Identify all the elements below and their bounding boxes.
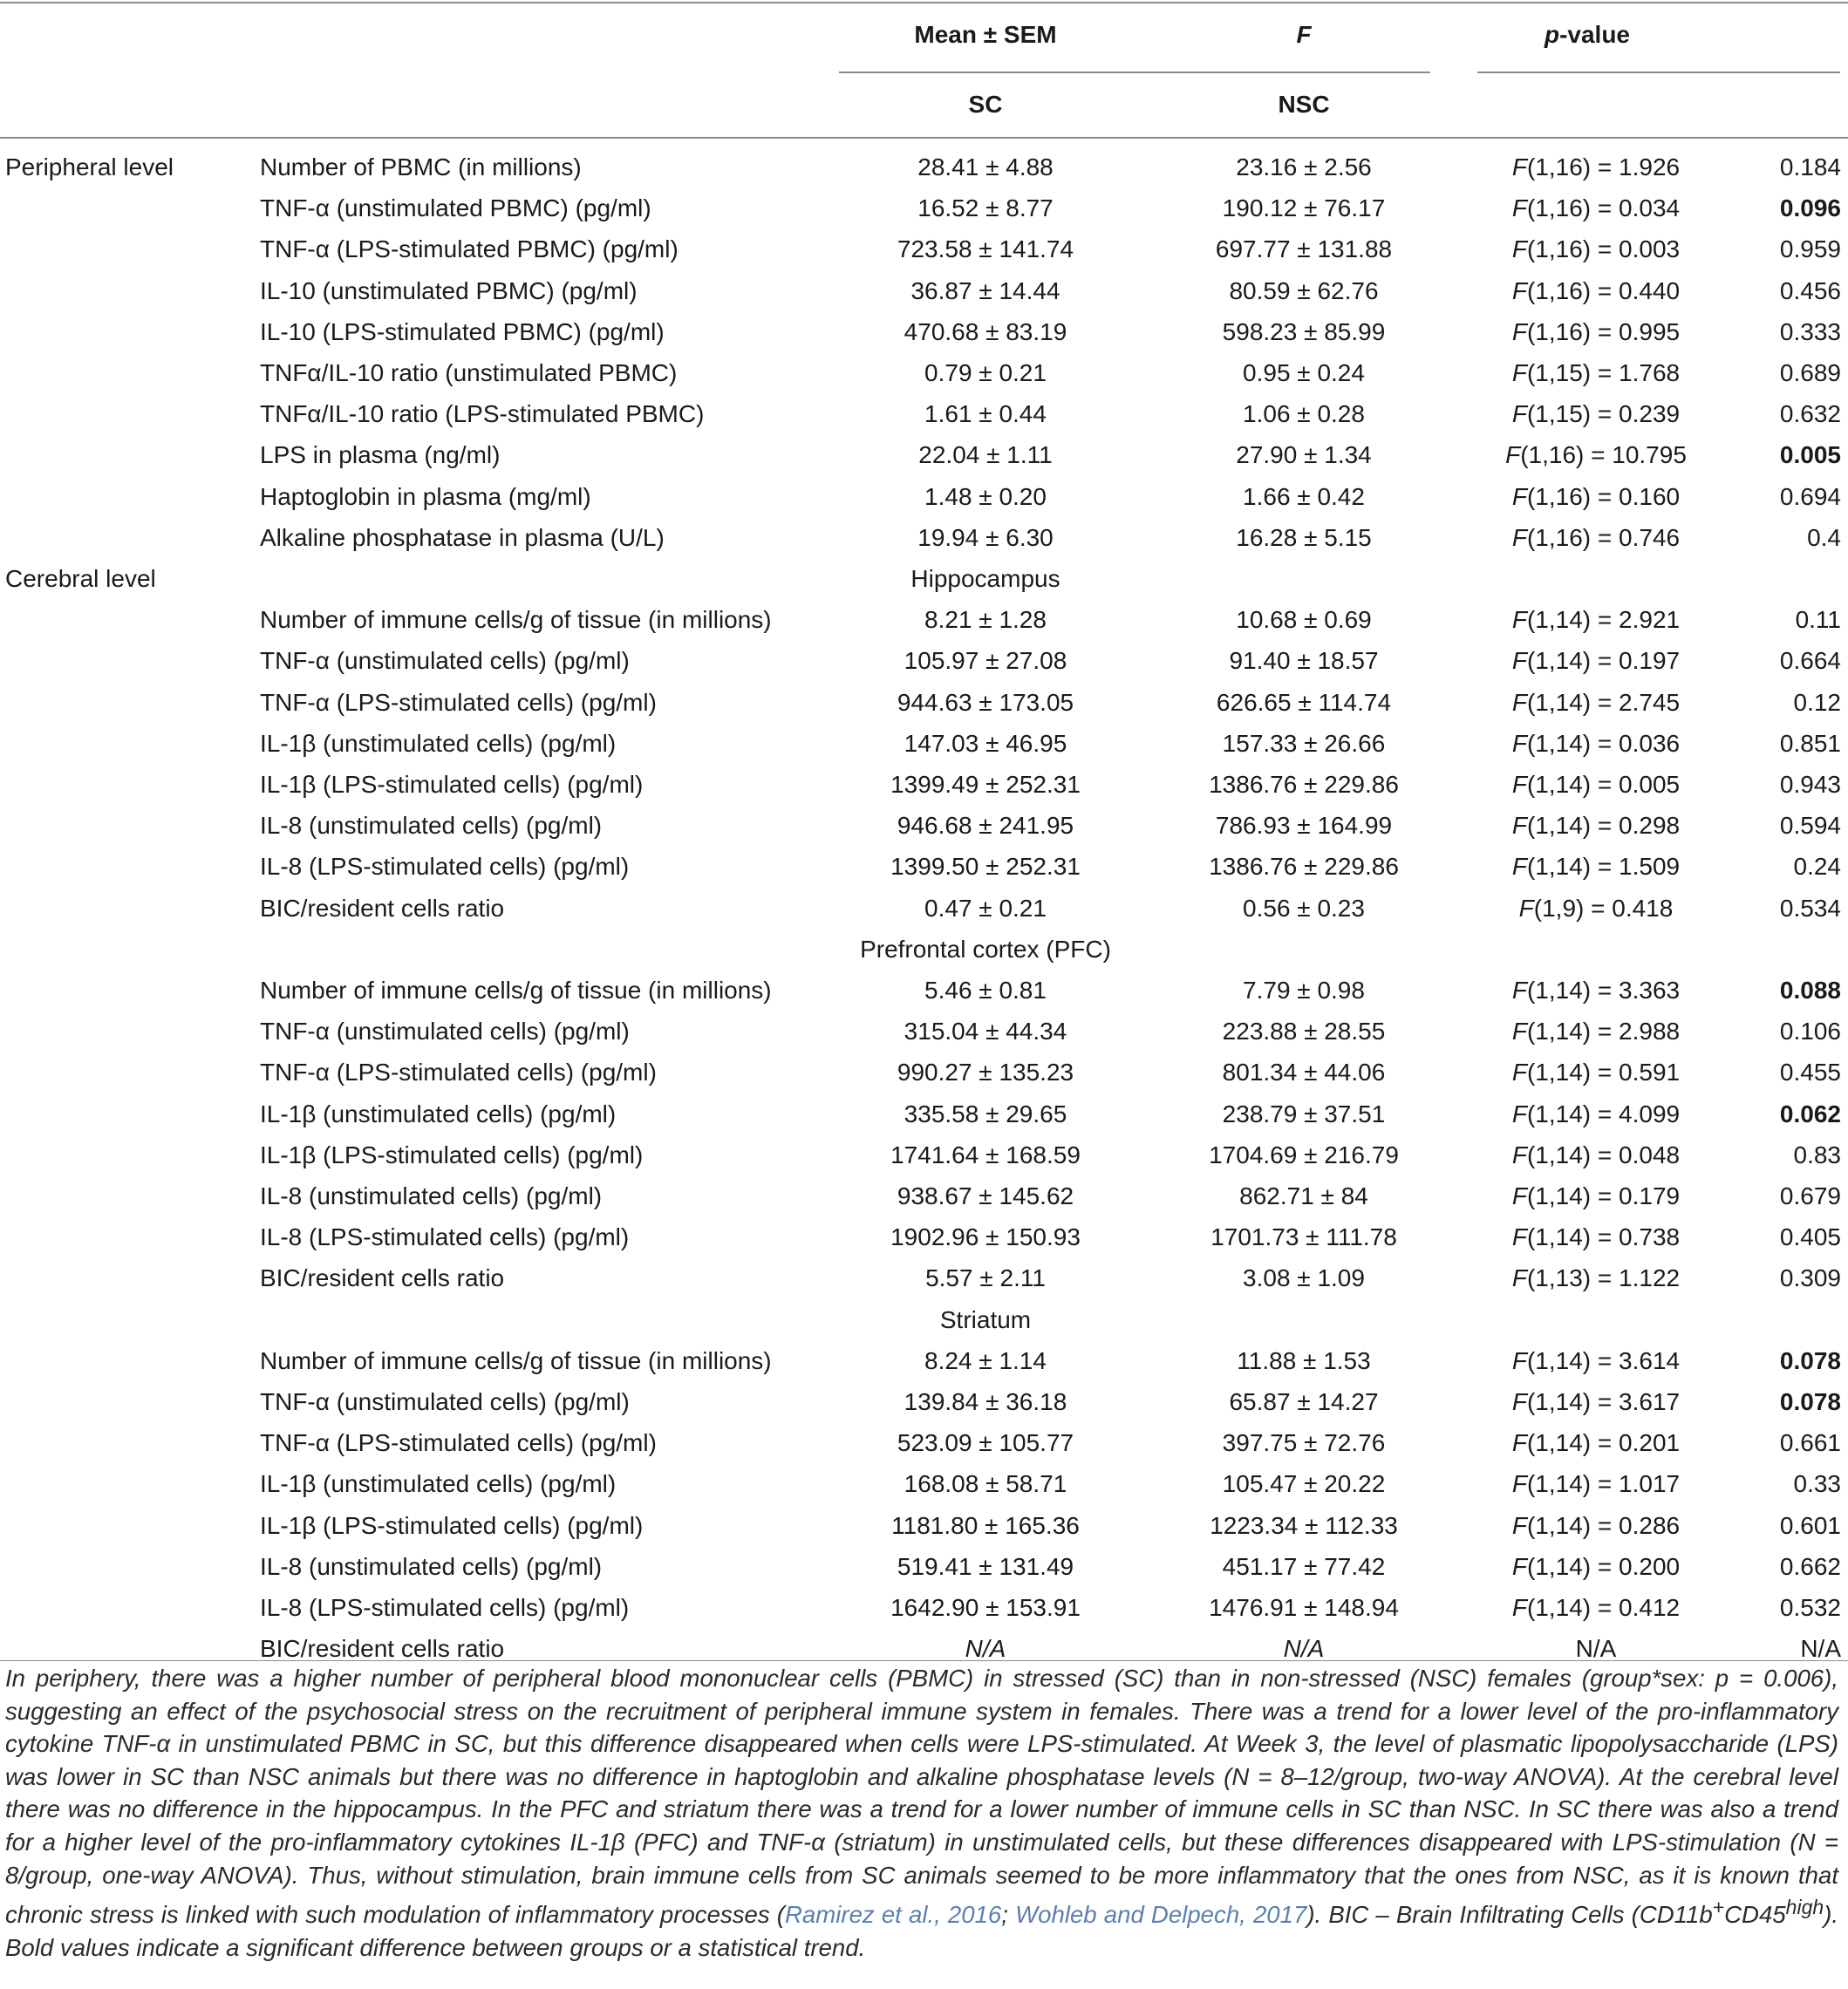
table-row: [0, 476, 1848, 517]
row-nsc-value: 7.79 ± 0.98: [1243, 977, 1365, 1004]
table-row: [0, 764, 1848, 805]
row-f-letter: F: [1518, 894, 1534, 922]
row-nsc-value: 3.08 ± 1.09: [1243, 1264, 1365, 1292]
row-f-args: (1,14) = 0.005: [1526, 771, 1681, 798]
row-label: TNF-α (unstimulated cells) (pg/ml): [260, 1018, 630, 1046]
row-f-letter: F: [1511, 194, 1527, 222]
row-f-args: (1,14) = 3.614: [1526, 1346, 1681, 1374]
row-p-value: 0.062: [1779, 1100, 1841, 1127]
row-label: IL-8 (unstimulated cells) (pg/ml): [260, 1552, 603, 1580]
row-f-letter: F: [1511, 812, 1527, 840]
row-f-letter: F: [1511, 1223, 1527, 1251]
table-row: [0, 1381, 1848, 1422]
row-nsc-value: 1701.73 ± 111.78: [1210, 1223, 1397, 1251]
table-row: [0, 723, 1848, 764]
row-sc-value: 16.52 ± 8.77: [917, 194, 1054, 222]
row-label: IL-1β (unstimulated cells) (pg/ml): [260, 1100, 617, 1127]
row-p-value: 0.33: [1793, 1470, 1841, 1498]
row-f-stat: [1474, 1381, 1718, 1422]
row-label: IL-10 (unstimulated PBMC) (pg/ml): [260, 276, 638, 304]
row-label: IL-8 (unstimulated cells) (pg/ml): [260, 812, 603, 840]
row-nsc-value: 801.34 ± 44.06: [1222, 1059, 1386, 1086]
row-p-value: 0.096: [1779, 194, 1841, 222]
row-f-stat: [1474, 1093, 1718, 1134]
caption-sup-high: high: [1785, 1896, 1824, 1919]
row-label: IL-8 (unstimulated cells) (pg/ml): [260, 1182, 603, 1209]
table-row: [0, 1463, 1848, 1504]
row-label: IL-1β (unstimulated cells) (pg/ml): [260, 729, 617, 757]
row-sc-value: 28.41 ± 4.88: [917, 153, 1054, 181]
row-nsc-value: 1704.69 ± 216.79: [1209, 1141, 1399, 1168]
row-nsc-value: 105.47 ± 20.22: [1222, 1470, 1386, 1498]
row-f-stat: [1474, 846, 1718, 887]
row-f-stat: N/A: [1575, 1635, 1617, 1663]
row-subheader: Prefrontal cortex (PFC): [860, 935, 1111, 963]
table-row: [0, 517, 1848, 558]
row-p-value: 0.088: [1779, 977, 1841, 1004]
row-sc-value: 105.97 ± 27.08: [904, 647, 1067, 675]
row-f-stat: [1474, 352, 1718, 393]
row-label: TNF-α (LPS-stimulated cells) (pg/ml): [260, 1059, 657, 1086]
row-f-stat: [1474, 1175, 1718, 1216]
row-f-args: (1,15) = 1.768: [1526, 359, 1681, 386]
row-f-stat: [1474, 805, 1718, 846]
row-sc-value: 1.48 ± 0.20: [924, 482, 1047, 510]
row-nsc-value: 80.59 ± 62.76: [1229, 276, 1379, 304]
row-f-args: (1,14) = 2.921: [1526, 606, 1681, 634]
table-row: [0, 434, 1848, 475]
row-p-value: 0.333: [1779, 317, 1841, 345]
row-label: IL-8 (LPS-stimulated cells) (pg/ml): [260, 853, 630, 881]
row-f-letter: F: [1511, 1388, 1527, 1415]
row-nsc-value: 65.87 ± 14.27: [1229, 1388, 1379, 1415]
row-sc-value: 168.08 ± 58.71: [904, 1470, 1067, 1498]
row-label: TNF-α (LPS-stimulated cells) (pg/ml): [260, 688, 657, 716]
caption-ref-wohleb[interactable]: Wohleb and Delpech, 2017: [1015, 1901, 1307, 1929]
row-sc-value: 0.47 ± 0.21: [924, 894, 1047, 922]
row-sc-value: 22.04 ± 1.11: [918, 441, 1053, 469]
row-p-value: 0.532: [1779, 1594, 1841, 1621]
caption-sep: ;: [1001, 1901, 1016, 1929]
row-f-stat: [1474, 1463, 1718, 1504]
row-label: IL-10 (LPS-stimulated PBMC) (pg/ml): [260, 317, 665, 345]
row-sc-value: 1642.90 ± 153.91: [890, 1594, 1081, 1621]
row-subheader: Hippocampus: [910, 565, 1060, 592]
caption-part2: ). BIC – Brain Infiltrating Cells (CD11b: [1306, 1901, 1713, 1929]
table-row: [0, 970, 1848, 1011]
row-f-letter: F: [1511, 853, 1527, 881]
row-f-letter: F: [1511, 1511, 1527, 1539]
row-p-value: 0.4: [1807, 523, 1841, 551]
row-label: IL-8 (LPS-stimulated cells) (pg/ml): [260, 1223, 630, 1251]
row-p-value: 0.662: [1779, 1552, 1841, 1580]
caption-part4: ). Bold values indicate a significant difference between groups or a statistical trend.: [5, 1901, 1839, 1961]
row-f-letter: F: [1511, 1059, 1527, 1086]
row-f-letter: F: [1511, 729, 1527, 757]
row-nsc-value: 27.90 ± 1.34: [1236, 441, 1372, 469]
row-f-letter: F: [1511, 1594, 1527, 1621]
caption-part1: In periphery, there was a higher number of peripheral blood mononuclear cells (PBMC) in stressed (SC) than in non-stressed (NSC) females (group*sex: p = 0.006), suggesting an effect of the psychosocial stress on the recruitment of peripheral immune system in females. There was a trend for a lower level of the pro-inflammatory cytokine TNF-α in unstimulated PBMC in SC, but this difference disappeared when cells were LPS-stimulated. At Week 3, the level of plasmatic lipopolysaccharide (LPS) was lower in SC than NSC animals but there was no difference in haptoglobin and alkaline phosphatase levels (N = 8–12/group, two-way ANOVA). At the cerebral level there was no difference in the hippocampus. In the PFC and striatum there was a trend for a lower number of immune cells in SC than NSC. In SC there was also a trend for a higher level of the pro-inflammatory cytokines IL-1β (PFC) and TNF-α (striatum) in unstimulated cells, but these differences disappeared with LPS-stimulation (N = 8/group, one-way ANOVA). Thus, without stimulation, brain immune cells from SC animals seemed to be more inflammatory that the ones from NSC, as it is known that chronic stress is linked with such modulation of inflammatory processes (: [5, 1665, 1838, 1929]
table-row: [0, 1505, 1848, 1546]
row-f-stat: [1474, 1216, 1718, 1257]
row-f-args: (1,16) = 1.926: [1526, 153, 1681, 181]
row-nsc-value: 1476.91 ± 148.94: [1209, 1594, 1399, 1621]
row-nsc-value: 697.77 ± 131.88: [1215, 235, 1393, 263]
row-f-stat: [1474, 228, 1718, 269]
row-f-letter: F: [1511, 977, 1527, 1004]
row-nsc-value: 10.68 ± 0.69: [1236, 606, 1372, 634]
row-f-stat: [1474, 970, 1718, 1011]
row-f-stat: [1474, 1134, 1718, 1175]
row-f-stat: [1474, 640, 1718, 681]
table-row: [0, 1587, 1848, 1628]
row-f-letter: F: [1511, 606, 1527, 634]
row-p-value: 0.959: [1779, 235, 1841, 263]
row-f-args: (1,14) = 0.286: [1526, 1511, 1681, 1539]
row-nsc-value: 23.16 ± 2.56: [1236, 153, 1372, 181]
row-label: BIC/resident cells ratio: [260, 1264, 505, 1292]
row-f-letter: F: [1511, 235, 1527, 263]
table-row: [0, 1216, 1848, 1257]
row-sc-value: 8.21 ± 1.28: [924, 606, 1047, 634]
row-f-stat: [1474, 764, 1718, 805]
row-p-value: 0.078: [1779, 1346, 1841, 1374]
row-p-value: 0.664: [1779, 647, 1841, 675]
row-f-letter: F: [1511, 1346, 1527, 1374]
row-sc-value: 36.87 ± 14.44: [910, 276, 1060, 304]
row-f-args: (1,14) = 0.298: [1526, 812, 1681, 840]
row-p-value: 0.078: [1779, 1388, 1841, 1415]
row-sc-value: 335.58 ± 29.65: [904, 1100, 1067, 1127]
row-label: Number of immune cells/g of tissue (in millions): [260, 977, 772, 1004]
table-bottom-rule: [0, 1660, 1848, 1661]
row-sc-value: 147.03 ± 46.95: [904, 729, 1067, 757]
row-p-value: N/A: [1800, 1635, 1841, 1663]
row-f-letter: F: [1511, 1141, 1527, 1168]
row-f-args: (1,14) = 0.048: [1526, 1141, 1681, 1168]
header-p-rest: -value: [1559, 21, 1631, 48]
row-f-letter: F: [1511, 1429, 1527, 1457]
row-f-stat: [1474, 146, 1718, 187]
row-f-args: (1,14) = 0.738: [1526, 1223, 1681, 1251]
row-sc-value: N/A: [965, 1635, 1006, 1663]
row-f-args: (1,15) = 0.239: [1526, 400, 1681, 428]
row-f-letter: F: [1511, 276, 1527, 304]
row-f-stat: [1474, 888, 1718, 929]
row-nsc-value: 862.71 ± 84: [1239, 1182, 1368, 1209]
table-subheader-row: [0, 929, 1848, 970]
row-f-stat: [1474, 1587, 1718, 1628]
row-f-stat: [1474, 517, 1718, 558]
header-mean-sem: Mean ± SEM: [914, 21, 1057, 48]
row-label: IL-1β (LPS-stimulated cells) (pg/ml): [260, 771, 644, 798]
row-nsc-value: 598.23 ± 85.99: [1222, 317, 1386, 345]
header-nsc: NSC: [1278, 91, 1330, 118]
row-label: TNF-α (unstimulated cells) (pg/ml): [260, 1388, 630, 1415]
row-f-args: (1,16) = 10.795: [1520, 441, 1687, 469]
row-f-stat: [1474, 187, 1718, 228]
row-sc-value: 1.61 ± 0.44: [924, 400, 1047, 428]
row-f-stat: [1474, 1505, 1718, 1546]
caption-sup-plus: +: [1712, 1896, 1725, 1919]
header-bottom-rule: [0, 137, 1848, 139]
row-label: Haptoglobin in plasma (mg/ml): [260, 482, 591, 510]
row-p-value: 0.005: [1779, 441, 1841, 469]
row-section: Cerebral level: [5, 565, 156, 592]
row-f-letter: F: [1511, 482, 1527, 510]
row-f-stat: [1474, 270, 1718, 311]
row-sc-value: 0.79 ± 0.21: [924, 359, 1047, 386]
row-sc-value: 1181.80 ± 165.36: [891, 1511, 1080, 1539]
row-f-args: (1,14) = 4.099: [1526, 1100, 1681, 1127]
row-p-value: 0.106: [1779, 1018, 1841, 1046]
row-label: TNF-α (unstimulated cells) (pg/ml): [260, 647, 630, 675]
row-f-args: (1,14) = 1.509: [1526, 853, 1681, 881]
row-p-value: 0.309: [1779, 1264, 1841, 1292]
row-sc-value: 723.58 ± 141.74: [897, 235, 1074, 263]
row-f-args: (1,16) = 0.160: [1526, 482, 1681, 510]
row-p-value: 0.943: [1779, 771, 1841, 798]
row-f-stat: [1474, 1052, 1718, 1093]
row-label: BIC/resident cells ratio: [260, 894, 505, 922]
row-label: TNF-α (unstimulated PBMC) (pg/ml): [260, 194, 651, 222]
row-label: Number of immune cells/g of tissue (in millions): [260, 606, 772, 634]
row-sc-value: 8.24 ± 1.14: [924, 1346, 1047, 1374]
table-caption: [5, 1662, 1838, 1965]
table-row: [0, 1340, 1848, 1381]
row-f-stat: [1474, 476, 1718, 517]
caption-ref-ramirez[interactable]: Ramirez et al., 2016: [785, 1901, 1002, 1929]
row-sc-value: 139.84 ± 36.18: [904, 1388, 1067, 1415]
table-row: [0, 1175, 1848, 1216]
row-f-stat: [1474, 682, 1718, 723]
table-subheader-row: [0, 1299, 1848, 1340]
row-label: TNFα/IL-10 ratio (unstimulated PBMC): [260, 359, 678, 386]
table-row: [0, 187, 1848, 228]
table-row: [0, 1257, 1848, 1298]
table-row: [0, 393, 1848, 434]
header-group-rule-right: [1477, 72, 1840, 73]
row-f-letter: F: [1511, 688, 1527, 716]
row-label: Number of immune cells/g of tissue (in millions): [260, 1346, 772, 1374]
row-sc-value: 315.04 ± 44.34: [904, 1018, 1067, 1046]
row-f-args: (1,16) = 0.995: [1526, 317, 1681, 345]
table-row: [0, 311, 1848, 352]
caption-part3: CD45: [1724, 1901, 1786, 1929]
row-subheader: Striatum: [939, 1305, 1032, 1333]
row-label: Number of PBMC (in millions): [260, 153, 582, 181]
row-p-value: 0.594: [1779, 812, 1841, 840]
row-sc-value: 519.41 ± 131.49: [897, 1552, 1074, 1580]
row-p-value: 0.455: [1779, 1059, 1841, 1086]
row-label: TNF-α (LPS-stimulated PBMC) (pg/ml): [260, 235, 679, 263]
row-p-value: 0.184: [1779, 153, 1841, 181]
row-sc-value: 470.68 ± 83.19: [904, 317, 1067, 345]
row-label: IL-1β (unstimulated cells) (pg/ml): [260, 1470, 617, 1498]
row-f-args: (1,13) = 1.122: [1526, 1264, 1681, 1292]
table-row: [0, 1546, 1848, 1587]
row-nsc-value: 0.95 ± 0.24: [1243, 359, 1365, 386]
row-f-stat: [1474, 1422, 1718, 1463]
row-section: Peripheral level: [5, 153, 174, 181]
table-row: [0, 682, 1848, 723]
row-label: IL-1β (LPS-stimulated cells) (pg/ml): [260, 1141, 644, 1168]
row-nsc-value: 16.28 ± 5.15: [1236, 523, 1372, 551]
table-row: [0, 270, 1848, 311]
row-p-value: 0.534: [1779, 894, 1841, 922]
row-p-value: 0.24: [1793, 853, 1841, 881]
row-nsc-value: 1386.76 ± 229.86: [1209, 771, 1399, 798]
row-nsc-value: 238.79 ± 37.51: [1222, 1100, 1386, 1127]
row-f-letter: F: [1511, 647, 1527, 675]
row-f-letter: F: [1511, 1100, 1527, 1127]
row-sc-value: 19.94 ± 6.30: [917, 523, 1054, 551]
row-p-value: 0.661: [1779, 1429, 1841, 1457]
row-f-letter: F: [1511, 317, 1527, 345]
row-f-stat: [1474, 1011, 1718, 1052]
row-sc-value: 990.27 ± 135.23: [897, 1059, 1074, 1086]
row-sc-value: 5.57 ± 2.11: [925, 1264, 1046, 1292]
row-nsc-value: 190.12 ± 76.17: [1222, 194, 1386, 222]
row-f-args: (1,16) = 0.034: [1526, 194, 1681, 222]
row-nsc-value: 1386.76 ± 229.86: [1209, 853, 1399, 881]
row-label: IL-8 (LPS-stimulated cells) (pg/ml): [260, 1594, 630, 1621]
row-f-args: (1,14) = 1.017: [1526, 1470, 1681, 1498]
row-f-args: (1,9) = 0.418: [1533, 894, 1674, 922]
row-nsc-value: 0.56 ± 0.23: [1243, 894, 1365, 922]
row-f-args: (1,14) = 2.988: [1526, 1018, 1681, 1046]
table-row: [0, 1422, 1848, 1463]
header-p-value: [1474, 0, 1701, 70]
table-row: [0, 1052, 1848, 1093]
row-p-value: 0.694: [1779, 482, 1841, 510]
table-row: [0, 1011, 1848, 1052]
row-nsc-value: 223.88 ± 28.55: [1222, 1018, 1386, 1046]
row-sc-value: 5.46 ± 0.81: [924, 977, 1047, 1004]
row-f-letter: F: [1505, 441, 1521, 469]
row-f-stat: [1474, 599, 1718, 640]
row-sc-value: 946.68 ± 241.95: [897, 812, 1074, 840]
row-p-value: 0.83: [1793, 1141, 1841, 1168]
row-f-stat: [1474, 1257, 1718, 1298]
table-row: [0, 888, 1848, 929]
row-f-stat: [1474, 1340, 1718, 1381]
row-f-letter: F: [1511, 1018, 1527, 1046]
row-nsc-value: 1223.34 ± 112.33: [1210, 1511, 1398, 1539]
row-f-stat: [1474, 434, 1718, 475]
row-label: IL-1β (LPS-stimulated cells) (pg/ml): [260, 1511, 644, 1539]
table-subheader-row: [0, 558, 1848, 599]
table-row: [0, 352, 1848, 393]
row-nsc-value: 451.17 ± 77.42: [1222, 1552, 1386, 1580]
row-f-stat: [1474, 311, 1718, 352]
table-row: [0, 599, 1848, 640]
row-f-letter: F: [1511, 1264, 1527, 1292]
row-nsc-value: N/A: [1283, 1635, 1325, 1663]
row-label: Alkaline phosphatase in plasma (U/L): [260, 523, 665, 551]
table-row: [0, 1134, 1848, 1175]
row-f-letter: F: [1511, 523, 1527, 551]
row-f-letter: F: [1511, 153, 1527, 181]
row-f-args: (1,14) = 0.179: [1526, 1182, 1681, 1209]
row-sc-value: 1902.96 ± 150.93: [890, 1223, 1081, 1251]
table-row: [0, 1093, 1848, 1134]
row-nsc-value: 1.06 ± 0.28: [1243, 400, 1365, 428]
row-f-letter: F: [1511, 771, 1527, 798]
row-p-value: 0.12: [1793, 688, 1841, 716]
row-p-value: 0.11: [1795, 606, 1841, 634]
row-label: BIC/resident cells ratio: [260, 1635, 505, 1663]
row-nsc-value: 626.65 ± 114.74: [1216, 688, 1392, 716]
row-sc-value: 1399.49 ± 252.31: [890, 771, 1081, 798]
row-f-args: (1,14) = 0.197: [1526, 647, 1681, 675]
row-f-args: (1,14) = 0.201: [1526, 1429, 1681, 1457]
row-label: TNF-α (LPS-stimulated cells) (pg/ml): [260, 1429, 657, 1457]
row-p-value: 0.632: [1779, 400, 1841, 428]
row-f-args: (1,14) = 0.591: [1526, 1059, 1681, 1086]
row-f-args: (1,14) = 0.200: [1526, 1552, 1681, 1580]
row-f-args: (1,16) = 0.003: [1526, 235, 1681, 263]
row-p-value: 0.679: [1779, 1182, 1841, 1209]
row-sc-value: 1399.50 ± 252.31: [890, 853, 1081, 881]
row-nsc-value: 786.93 ± 164.99: [1215, 812, 1393, 840]
row-f-letter: F: [1511, 359, 1527, 386]
table-row: [0, 805, 1848, 846]
row-f-args: (1,16) = 0.440: [1526, 276, 1681, 304]
row-sc-value: 938.67 ± 145.62: [897, 1182, 1074, 1209]
row-p-value: 0.689: [1779, 359, 1841, 386]
table-row: [0, 846, 1848, 887]
header-p-letter: p: [1544, 21, 1560, 48]
header-f: F: [1296, 21, 1312, 48]
row-label: LPS in plasma (ng/ml): [260, 441, 501, 469]
row-f-args: (1,14) = 0.412: [1526, 1594, 1681, 1621]
row-f-stat: [1474, 393, 1718, 434]
row-nsc-value: 157.33 ± 26.66: [1222, 729, 1386, 757]
row-f-stat: [1474, 723, 1718, 764]
row-f-args: (1,14) = 0.036: [1526, 729, 1681, 757]
row-sc-value: 944.63 ± 173.05: [897, 688, 1074, 716]
table-row: [0, 146, 1848, 187]
row-label: TNFα/IL-10 ratio (LPS-stimulated PBMC): [260, 400, 705, 428]
row-nsc-value: 11.88 ± 1.53: [1237, 1346, 1371, 1374]
row-sc-value: 523.09 ± 105.77: [897, 1429, 1074, 1457]
row-f-letter: F: [1511, 400, 1527, 428]
row-f-args: (1,14) = 2.745: [1526, 688, 1681, 716]
row-p-value: 0.456: [1779, 276, 1841, 304]
row-f-args: (1,14) = 3.363: [1526, 977, 1681, 1004]
row-p-value: 0.601: [1779, 1511, 1841, 1539]
row-p-value: 0.405: [1779, 1223, 1841, 1251]
row-f-letter: F: [1511, 1552, 1527, 1580]
row-nsc-value: 1.66 ± 0.42: [1243, 482, 1365, 510]
row-sc-value: 1741.64 ± 168.59: [890, 1141, 1081, 1168]
row-f-letter: F: [1511, 1182, 1527, 1209]
row-nsc-value: 91.40 ± 18.57: [1229, 647, 1379, 675]
header-sc: SC: [968, 91, 1003, 118]
row-p-value: 0.851: [1779, 729, 1841, 757]
table-row: [0, 640, 1848, 681]
row-nsc-value: 397.75 ± 72.76: [1222, 1429, 1386, 1457]
row-f-letter: F: [1511, 1470, 1527, 1498]
row-f-args: (1,16) = 0.746: [1526, 523, 1681, 551]
table-row: [0, 228, 1848, 269]
row-f-stat: [1474, 1546, 1718, 1587]
row-f-args: (1,14) = 3.617: [1526, 1388, 1681, 1415]
